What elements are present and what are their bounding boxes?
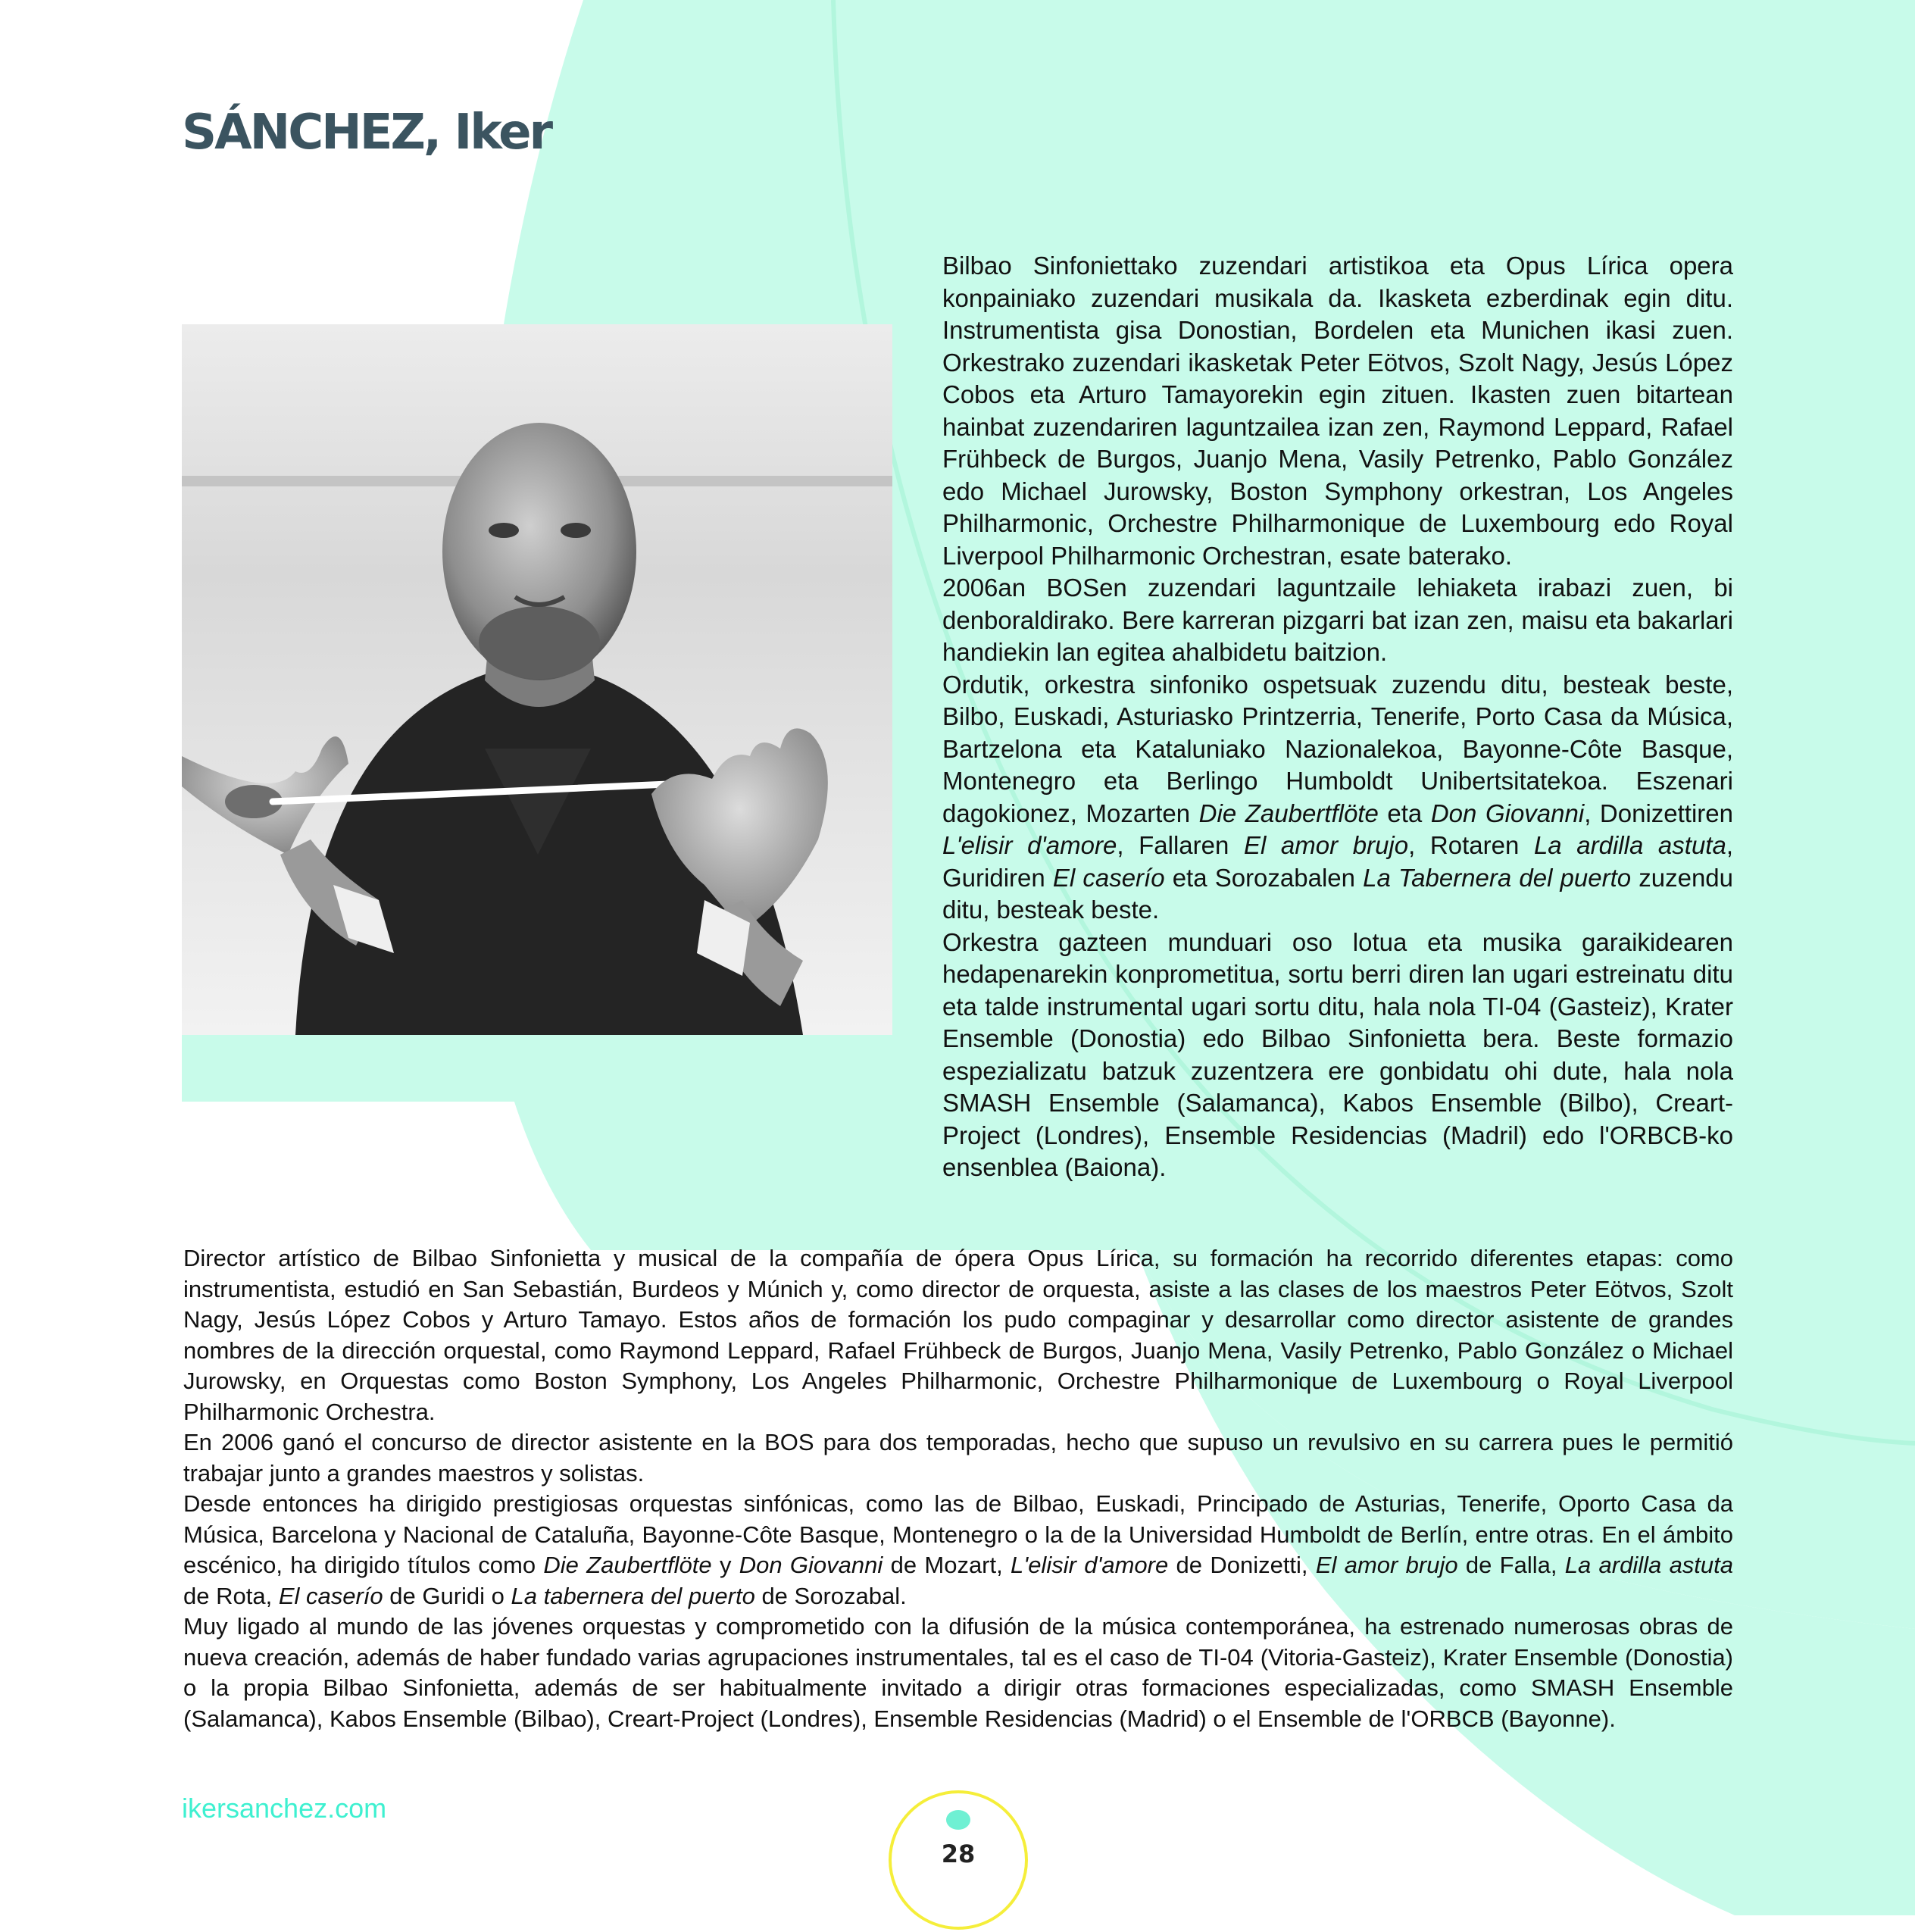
- text-run: , Fallaren: [1117, 831, 1244, 859]
- text-run: de Guridi o: [383, 1582, 511, 1609]
- text-run: , Donizettiren: [1584, 799, 1733, 827]
- text-run: zuzendu ditu, besteak beste.: [942, 863, 1734, 924]
- work-title: La ardilla astuta: [1564, 1552, 1734, 1578]
- work-title: Don Giovanni: [1430, 799, 1585, 827]
- work-title: El caserío: [1052, 863, 1165, 892]
- paragraph: [183, 1612, 1733, 1734]
- work-title: El amor brujo: [1243, 831, 1409, 859]
- work-title: L'elisir d'amore: [1011, 1552, 1169, 1578]
- work-title: Die Zaubertflöte: [1198, 799, 1379, 827]
- text-run: Desde entonces ha dirigido prestigiosas orquestas sinfónicas, como las de Bilbao, Euskadi, Principado de Asturias, Tenerife, Oporto Casa da Música, Barcelona y Nacional de Cataluña, Bayonne-Côte Basque, Montenegro o la de la Universidad Humboldt de Berlín, entre otras. En el ámbito escénico, ha dirigido títulos como: [183, 1490, 1733, 1578]
- paragraph: [183, 1489, 1733, 1612]
- paragraph: [942, 572, 1733, 669]
- paragraph: [942, 669, 1733, 927]
- biography-basque: [942, 250, 1733, 1184]
- work-title: La Tabernera del puerto: [1363, 863, 1632, 892]
- work-title: La ardilla astuta: [1533, 831, 1726, 859]
- work-title: El caserío: [278, 1582, 383, 1609]
- text-run: , Guridiren: [942, 831, 1733, 892]
- page-number: 28: [941, 1840, 976, 1868]
- text-run: Orkestra gazteen munduari oso lotua eta musika garaikidearen hedapenarekin konprometitua, sortu berri diren lan ugari estreinatu ditu eta talde instrumental ugari sortu ditu, hala nola TI-04 (Gasteiz), Krater Ensemble (Donostia) edo Bilbao Sinfonietta bera. Beste formazio espezializatu batzuk zuzentzera ere gonbidatu ohi dute, hala nola SMASH Ensemble (Salamanca), Kabos Ensemble (Bilbo), Creart-Project (Londres), Ensemble Residencias (Madril) edo l'ORBCB-ko ensenblea (Baiona).: [942, 927, 1733, 1181]
- text-run: 2006an BOSen zuzendari laguntzaile lehiaketa irabazi zuen, bi denboraldirako. Bere karreran pizgarri bat izan zen, maisu eta bakarlari handiekin lan egitea ahalbidetu baitzion.: [942, 574, 1733, 666]
- portrait-photo: [182, 324, 892, 1035]
- text-run: Ordutik, orkestra sinfoniko ospetsuak zuzendu ditu, besteak beste, Bilbo, Euskadi, Asturiasko Printzerria, Tenerife, Porto Casa da Música, Bartzelona eta Kataluniako Nazionalekoa, Bayonne-Côte Basque, Montenegro eta Berlingo Humboldt Unibertsitatekoa. Eszenari dagokionez, Mozarten: [942, 670, 1733, 827]
- text-run: , Rotaren: [1408, 831, 1534, 859]
- text-run: eta: [1378, 799, 1431, 827]
- portrait-figure: [182, 324, 892, 1102]
- website-link[interactable]: ikersanchez.com: [182, 1793, 387, 1824]
- text-run: y: [711, 1552, 739, 1578]
- biography-spanish: [183, 1243, 1733, 1734]
- work-title: Don Giovanni: [739, 1552, 883, 1578]
- text-run: de Falla,: [1457, 1552, 1565, 1578]
- work-title: L'elisir d'amore: [942, 831, 1117, 859]
- text-run: Muy ligado al mundo de las jóvenes orquestas y comprometido con la difusión de la música contemporánea, ha estrenado numerosas obras de nueva creación, además de haber fundado varias agrupaciones instrumentales, tal es el caso de TI-04 (Vitoria-Gasteiz), Krater Ensemble (Donostia) o la propia Bilbao Sinfonietta, además de ser habitualmente invitado a dirigir otras formaciones especializadas, como SMASH Ensemble (Salamanca), Kabos Ensemble (Bilbao), Creart-Project (Londres), Ensemble Residencias (Madrid) o el Ensemble de l'ORBCB (Bayonne).: [183, 1613, 1733, 1732]
- paragraph: [942, 927, 1733, 1184]
- text-run: Bilbao Sinfoniettako zuzendari artistikoa eta Opus Lírica opera konpainiako zuzendari musikala da. Ikasketa ezberdinak egin ditu. Instrumentista gisa Donostian, Bordelen eta Munichen ikasi zuen. Orkestrako zuzendari ikasketak Peter Eötvos, Szolt Nagy, Jesús López Cobos eta Arturo Tamayorekin egin zituen. Ikasten zuen bitartean hainbat zuzendariren laguntzailea izan zen, Raymond Leppard, Rafael Frühbeck de Burgos, Juanjo Mena, Vasily Petrenko, Pablo González edo Michael Jurowsky, Boston Symphony orkestran, Los Angeles Philharmonic, Orchestre Philharmonique de Luxembourg edo Royal Liverpool Philharmonic Orchestran, esate baterako.: [942, 252, 1733, 570]
- text-run: eta Sorozabalen: [1164, 863, 1364, 892]
- text-run: Director artístico de Bilbao Sinfonietta y musical de la compañía de ópera Opus Lírica, su formación ha recorrido diferentes etapas: como instrumentista, estudió en San Sebastián, Burdeos y Múnich y, como director de orquesta, asiste a las clases de los maestros Peter Eötvos, Szolt Nagy, Jesús López Cobos y Arturo Tamayo. Estos años de formación los pudo compaginar y desarrollar como director asistente de grandes nombres de la dirección orquestal, como Raymond Leppard, Rafael Frühbeck de Burgos, Juanjo Mena, Vasily Petrenko, Pablo González o Michael Jurowsky, en Orquestas como Boston Symphony, Los Angeles Philharmonic, Orchestre Philharmonique de Luxembourg o Royal Liverpool Philharmonic Orchestra.: [183, 1245, 1733, 1425]
- text-run: de Donizetti,: [1168, 1552, 1316, 1578]
- work-title: El amor brujo: [1315, 1552, 1458, 1578]
- text-run: de Rota,: [183, 1582, 279, 1609]
- paragraph: [942, 250, 1733, 572]
- page-title: SÁNCHEZ, Iker: [182, 105, 551, 161]
- paragraph: [183, 1427, 1733, 1489]
- text-run: En 2006 ganó el concurso de director asistente en la BOS para dos temporadas, hecho que supuso un revulsivo en su carrera pues le permitió trabajar junto a grandes maestros y solistas.: [183, 1429, 1733, 1487]
- paragraph: [183, 1243, 1733, 1427]
- work-title: La tabernera del puerto: [511, 1582, 755, 1609]
- text-run: de Sorozabal.: [754, 1582, 907, 1609]
- text-run: de Mozart,: [883, 1552, 1011, 1578]
- work-title: Die Zaubertflöte: [543, 1552, 712, 1578]
